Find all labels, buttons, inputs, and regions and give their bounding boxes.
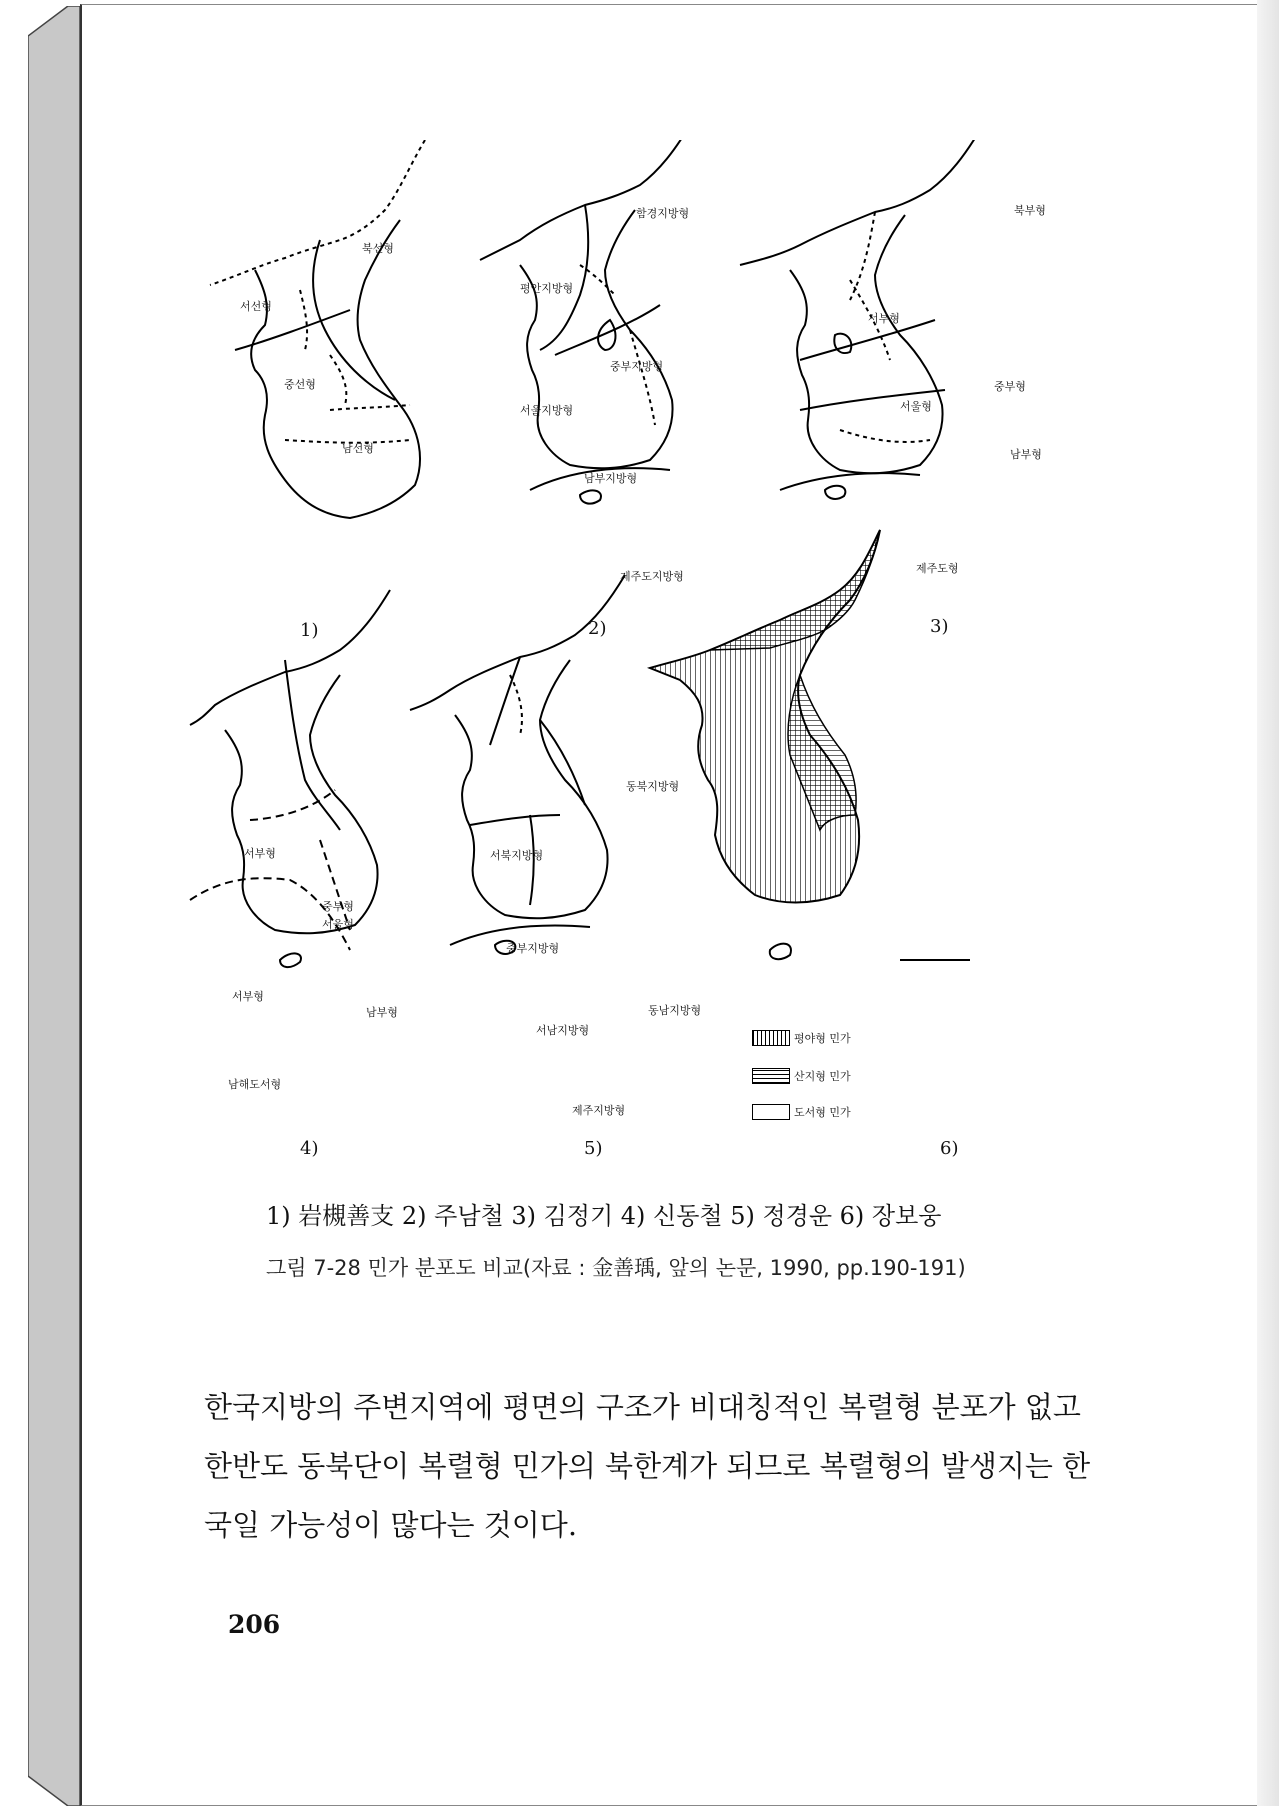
map5-label: 제주지방형 — [572, 1104, 626, 1117]
body-line: 국일 가능성이 많다는 것이다. — [204, 1508, 578, 1542]
map2-label: 남부지방형 — [584, 472, 638, 485]
map-4 — [190, 590, 390, 967]
map5-number: 5) — [584, 1138, 603, 1159]
map4-number: 4) — [300, 1138, 319, 1159]
map-6 — [650, 530, 970, 960]
map3-label: 중부형 — [994, 380, 1026, 393]
map3-label: 북부형 — [1014, 204, 1046, 217]
vertical-hatch-swatch-icon — [752, 1030, 790, 1046]
map-1 — [210, 140, 425, 518]
map5-label: 동남지방형 — [648, 1004, 702, 1017]
page-edge-shadow — [1257, 0, 1279, 1806]
book-spine — [28, 6, 80, 1806]
map-3 — [740, 140, 980, 499]
legend-mountain-type — [752, 1068, 851, 1084]
map2-label: 중부지방형 — [610, 360, 664, 373]
map5-label: 서북지방형 — [490, 849, 544, 862]
map4-label: 중부형 — [322, 900, 354, 913]
map2-number: 2) — [588, 618, 607, 639]
map2-label: 제주도지방형 — [620, 570, 684, 583]
horizontal-hatch-swatch-icon — [752, 1068, 790, 1084]
body-line: 한반도 동북단이 복렬형 민가의 북한계가 되므로 복렬형의 발생지는 한 — [204, 1449, 1091, 1483]
map4-label: 서부형 — [244, 847, 276, 860]
map1-number: 1) — [300, 620, 319, 641]
map3-label: 남부형 — [1010, 448, 1042, 461]
legend-label: 평야형 민가 — [794, 1032, 851, 1045]
map4-label: 서부형 — [232, 990, 264, 1003]
map5-label: 동북지방형 — [626, 780, 680, 793]
map-2 — [480, 140, 690, 504]
map3-label: 서울형 — [900, 400, 932, 413]
map4-label: 남해도서형 — [228, 1078, 282, 1091]
map4-label: 서울형 — [322, 918, 354, 931]
map1-label: 중선형 — [284, 378, 316, 391]
map1-label: 남선형 — [342, 442, 374, 455]
legend-island-type — [752, 1104, 851, 1120]
legend-label: 도서형 민가 — [794, 1106, 851, 1119]
figure-caption: 그림 7-28 민가 분포도 비교(자료 : 金善瑀, 앞의 논문, 1990, pp.190-191) — [266, 1256, 966, 1280]
map1-label: 북선형 — [362, 242, 394, 255]
figure-author-list: 1) 岩槻善支 2) 주남철 3) 김정기 4) 신동철 5) 정경운 6) 장보웅 — [266, 1202, 942, 1230]
map2-label: 함경지방형 — [636, 207, 690, 220]
map5-label: 중부지방형 — [506, 942, 560, 955]
map4-label: 남부형 — [366, 1006, 398, 1019]
legend-label: 산지형 민가 — [794, 1070, 851, 1083]
blank-swatch-icon — [752, 1104, 790, 1120]
map1-label: 서선형 — [240, 300, 272, 313]
map5-label: 서남지방형 — [536, 1024, 590, 1037]
body-line: 한국지방의 주변지역에 평면의 구조가 비대칭적인 복렬형 분포가 없고 — [204, 1390, 1081, 1424]
body-paragraph — [204, 1378, 1104, 1555]
page-number: 206 — [228, 1610, 281, 1639]
map2-label: 평안지방형 — [520, 282, 574, 295]
map3-label: 제주도형 — [916, 562, 959, 575]
legend-plain-type — [752, 1030, 851, 1046]
map3-label: 서부형 — [868, 312, 900, 325]
distribution-maps-figure — [180, 140, 1120, 1160]
map6-number: 6) — [940, 1138, 959, 1159]
map2-label: 서울지방형 — [520, 404, 574, 417]
map3-number: 3) — [930, 616, 949, 637]
